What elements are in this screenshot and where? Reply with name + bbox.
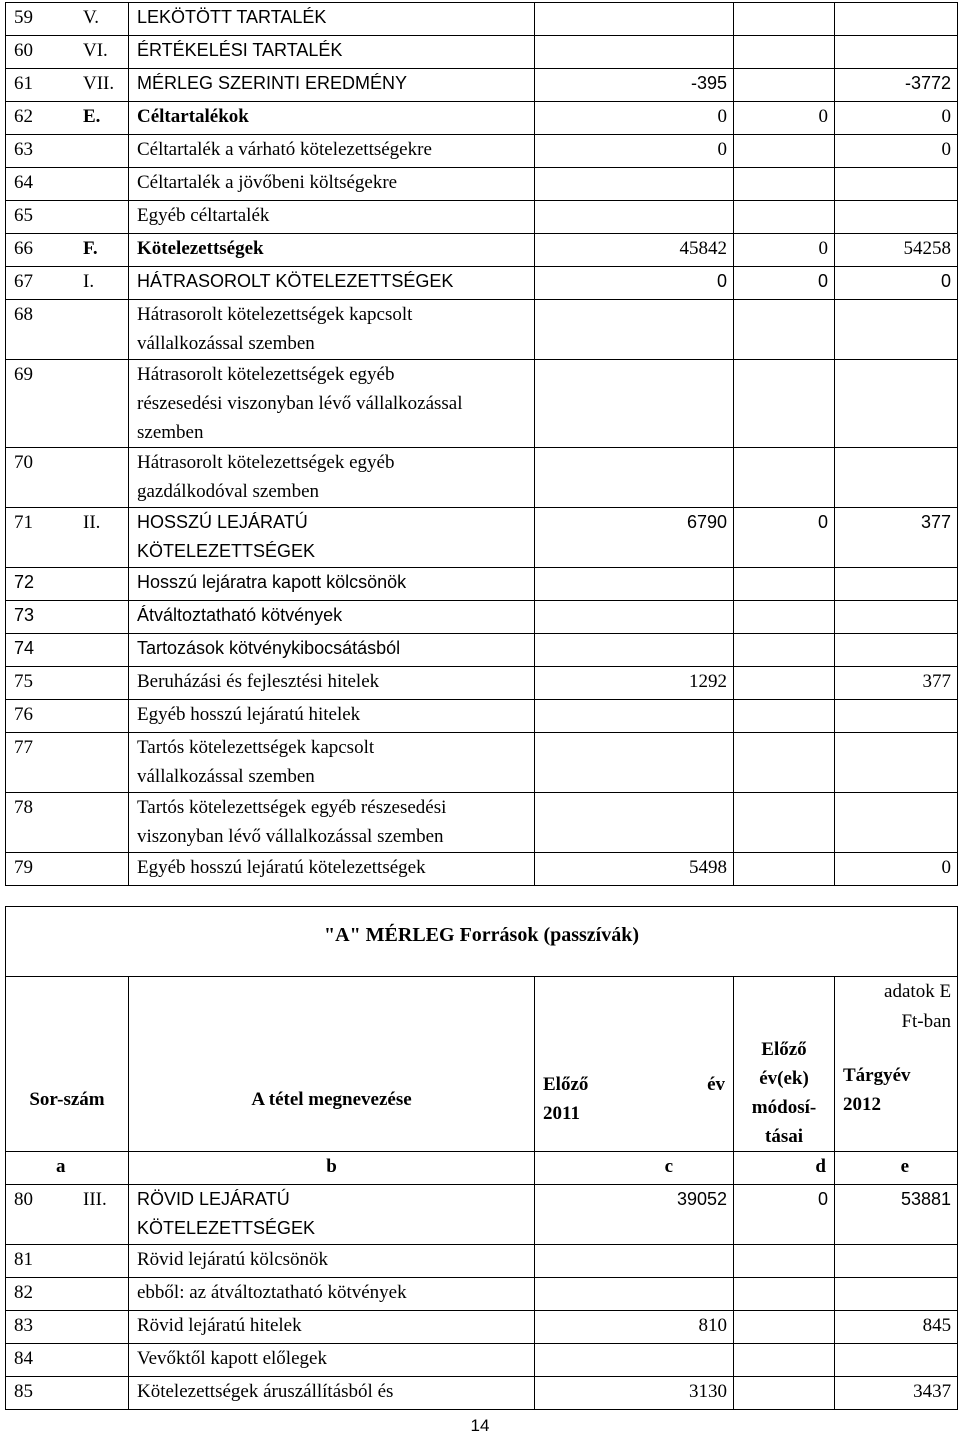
modification-value [734,448,835,508]
table-row [6,267,958,300]
current-year-value: 0 [835,135,958,168]
header-curr-line: 2012 [843,1094,881,1115]
row-number-cell [6,102,129,135]
row-name [129,733,535,793]
row-name: Kötelezettségek áruszállításból és [129,1377,535,1410]
row-number-cell [6,634,129,667]
row-name-line: Hátrasorolt kötelezettségek egyéb [137,452,395,473]
header-prev-line: év [707,1074,725,1095]
row-name: MÉRLEG SZERINTI EREDMÉNY [129,69,535,102]
row-name-line: RÖVID LEJÁRATÚ [137,1189,290,1209]
prev-year-value [535,634,734,667]
row-name-line: KÖTELEZETTSÉGEK [137,541,316,561]
row-number-cell [6,1278,129,1311]
row-number: 65 [14,205,33,226]
column-letter-d: d [734,1152,835,1185]
current-year-value: 845 [835,1311,958,1344]
modification-value [734,700,835,733]
row-number-cell [6,1245,129,1278]
current-year-value [835,1245,958,1278]
row-number-cell [6,601,129,634]
row-number-cell [6,360,129,448]
row-number: 75 [14,671,33,692]
row-name: Hosszú lejáratra kapott kölcsönök [129,568,535,601]
column-letter-e: e [835,1152,958,1185]
prev-year-value [535,568,734,601]
prev-year-value [535,3,734,36]
prev-year-value [535,700,734,733]
prev-year-value [535,1245,734,1278]
row-name-line: Tartós kötelezettségek kapcsolt [137,737,375,758]
header-curr-line: Tárgyév [843,1065,911,1086]
row-number: 61 [14,73,33,94]
page-number: 14 [470,1416,490,1435]
current-year-value: 0 [835,853,958,886]
current-year-value: 377 [835,508,958,568]
row-number: 72 [14,572,35,592]
row-number-cell [6,168,129,201]
row-number: 62 [14,106,33,127]
row-name: Tartozások kötvénykibocsátásból [129,634,535,667]
current-year-value: 0 [835,102,958,135]
row-roman: F. [83,238,98,259]
modification-value [734,360,835,448]
row-number-cell [6,1311,129,1344]
row-number-cell [6,1377,129,1410]
table-row [6,1311,958,1344]
table-row [6,793,958,853]
row-name: Céltartalék a jövőbeni költségekre [129,168,535,201]
table-row [6,1344,958,1377]
prev-year-value: 0 [535,102,734,135]
row-number: 84 [14,1348,33,1369]
header-prev-line: 2011 [543,1103,580,1124]
balance-table-lower [5,906,958,1410]
row-number: 73 [14,605,35,625]
row-name: Egyéb céltartalék [129,201,535,234]
balance-table-upper [5,2,958,886]
modification-value: 0 [734,102,835,135]
current-year-value: 53881 [835,1185,958,1245]
row-roman: E. [83,106,101,127]
modification-value [734,300,835,360]
prev-year-value [535,36,734,69]
row-number: 71 [14,512,33,533]
prev-year-value [535,1344,734,1377]
unit-note-line: adatok E [884,981,952,1002]
table-row [6,448,958,508]
row-roman: III. [83,1189,107,1210]
current-year-value [835,36,958,69]
prev-year-value [535,360,734,448]
prev-year-value [535,448,734,508]
table-row [6,36,958,69]
prev-year-value: 0 [535,135,734,168]
row-number-cell [6,300,129,360]
current-year-value [835,1344,958,1377]
row-name [129,360,535,448]
row-number-cell [6,135,129,168]
table-row [6,3,958,36]
prev-year-value: 3130 [535,1377,734,1410]
header-modification [734,977,835,1152]
table-row [6,102,958,135]
row-name-line: részesedési viszonyban lévő vállalkozással [137,393,463,414]
row-roman: II. [83,512,101,533]
modification-value [734,853,835,886]
row-number: 76 [14,704,33,725]
prev-year-value [535,793,734,853]
prev-year-value [535,300,734,360]
prev-year-value [535,1278,734,1311]
row-name-line: viszonyban lévő vállalkozással szemben [137,826,444,847]
current-year-value: 377 [835,667,958,700]
unit-note [835,977,957,1037]
current-year-value [835,700,958,733]
row-name: ebből: az átváltoztatható kötvények [129,1278,535,1311]
modification-value [734,36,835,69]
row-name [129,300,535,360]
row-name: Rövid lejáratú kölcsönök [129,1245,535,1278]
row-name: LEKÖTÖTT TARTALÉK [129,3,535,36]
row-name-line: Hátrasorolt kötelezettségek egyéb [137,364,395,385]
row-number: 66 [14,238,33,259]
current-year-value [835,568,958,601]
row-name: Céltartalék a várható kötelezettségekre [129,135,535,168]
table-row [6,508,958,568]
row-name-line: Hátrasorolt kötelezettségek kapcsolt [137,304,413,325]
row-number: 85 [14,1381,33,1402]
header-prev-year [535,977,734,1152]
modification-value [734,168,835,201]
row-number: 68 [14,304,33,325]
column-letter-b: b [129,1152,535,1185]
modification-value [734,135,835,168]
row-number: 80 [14,1189,33,1210]
table-row [6,853,958,886]
header-mod-line: tásai [765,1126,803,1147]
modification-value: 0 [734,508,835,568]
modification-value [734,667,835,700]
current-year-value: 3437 [835,1377,958,1410]
table-row [6,1185,958,1245]
prev-year-value [535,601,734,634]
row-number-cell [6,1344,129,1377]
current-year-value [835,793,958,853]
header-row [6,977,958,1152]
modification-value [734,1245,835,1278]
row-number-cell [6,667,129,700]
row-number-cell [6,1185,129,1245]
prev-year-value: 39052 [535,1185,734,1245]
row-name-line: vállalkozással szemben [137,766,315,787]
current-year-value [835,168,958,201]
modification-value [734,201,835,234]
row-number-cell [6,36,129,69]
table-row [6,1377,958,1410]
row-name-line: szemben [137,422,204,443]
table-row [6,360,958,448]
prev-year-value [535,201,734,234]
table-row [6,300,958,360]
row-number-cell [6,69,129,102]
table-row [6,568,958,601]
row-name: Egyéb hosszú lejáratú hitelek [129,700,535,733]
modification-value [734,69,835,102]
unit-note-line: Ft-ban [901,1011,952,1032]
prev-year-value: 6790 [535,508,734,568]
table-row [6,168,958,201]
current-year-value: -3772 [835,69,958,102]
row-name: Vevőktől kapott előlegek [129,1344,535,1377]
row-number: 79 [14,857,33,878]
row-number-cell [6,853,129,886]
row-name [129,508,535,568]
row-number-cell [6,568,129,601]
current-year-value [835,3,958,36]
row-name: Átváltoztatható kötvények [129,601,535,634]
modification-value [734,1344,835,1377]
row-number-cell [6,793,129,853]
modification-value: 0 [734,1185,835,1245]
prev-year-value [535,733,734,793]
header-mod-line: év(ek) [759,1068,809,1089]
prev-year-value: 5498 [535,853,734,886]
row-name [129,793,535,853]
row-number: 74 [14,638,35,658]
row-number: 63 [14,139,33,160]
current-year-value [835,201,958,234]
modification-value: 0 [734,234,835,267]
row-roman: V. [83,7,100,28]
row-number-cell [6,267,129,300]
prev-year-value: 0 [535,267,734,300]
row-number-cell [6,448,129,508]
current-year-value [835,634,958,667]
row-name [129,448,535,508]
row-name-line: gazdálkodóval szemben [137,481,320,502]
row-roman: VI. [83,40,108,61]
table-title: "A" MÉRLEG Források (passzívák) [6,907,958,977]
current-year-value [835,360,958,448]
table-row [6,634,958,667]
row-number: 77 [14,737,33,758]
row-number-cell [6,3,129,36]
row-number: 81 [14,1249,33,1270]
prev-year-value: -395 [535,69,734,102]
prev-year-value: 1292 [535,667,734,700]
lower-table-body [6,907,958,1410]
table-row [6,667,958,700]
table-row [6,69,958,102]
modification-value [734,601,835,634]
row-number: 59 [14,7,33,28]
row-number: 64 [14,172,33,193]
modification-value [734,1377,835,1410]
column-letter-c: c [535,1152,734,1185]
row-name: HÁTRASOROLT KÖTELEZETTSÉGEK [129,267,535,300]
row-number: 83 [14,1315,33,1336]
modification-value [734,634,835,667]
upper-table-body [6,3,958,886]
header-row-number: Sor-szám [6,977,129,1152]
row-number-cell [6,234,129,267]
current-year-value [835,300,958,360]
table-row [6,1278,958,1311]
modification-value: 0 [734,267,835,300]
row-name: Céltartalékok [129,102,535,135]
row-name-line: Tartós kötelezettségek egyéb részesedési [137,797,447,818]
current-year-value [835,448,958,508]
table-row [6,700,958,733]
modification-value [734,568,835,601]
modification-value [734,3,835,36]
current-year-value: 0 [835,267,958,300]
row-roman: VII. [83,73,115,94]
row-number-cell [6,201,129,234]
current-year-value [835,601,958,634]
table-row [6,135,958,168]
modification-value [734,793,835,853]
row-number: 60 [14,40,33,61]
prev-year-value [535,168,734,201]
row-number: 82 [14,1282,33,1303]
row-number-cell [6,700,129,733]
header-item-name: A tétel megnevezése [129,977,535,1152]
row-number: 78 [14,797,33,818]
table-row [6,733,958,793]
row-name: Kötelezettségek [129,234,535,267]
column-letter-row [6,1152,958,1185]
current-year-value: 54258 [835,234,958,267]
header-current-year [835,977,958,1152]
row-name: Rövid lejáratú hitelek [129,1311,535,1344]
modification-value [734,1311,835,1344]
table-row [6,201,958,234]
row-number: 70 [14,452,33,473]
row-number-cell [6,508,129,568]
current-year-value [835,733,958,793]
prev-year-value: 45842 [535,234,734,267]
column-letter-a: a [6,1152,129,1185]
prev-year-value: 810 [535,1311,734,1344]
row-name-line: vállalkozással szemben [137,333,315,354]
modification-value [734,733,835,793]
row-name-line: HOSSZÚ LEJÁRATÚ [137,512,308,532]
header-prev-line: Előző [543,1074,589,1095]
row-number: 67 [14,271,33,292]
header-mod-line: Előző [761,1039,807,1060]
table-row [6,601,958,634]
row-name [129,1185,535,1245]
row-roman: I. [83,271,95,292]
row-name: Egyéb hosszú lejáratú kötelezettségek [129,853,535,886]
row-name-line: KÖTELEZETTSÉGEK [137,1218,316,1238]
title-row [6,907,958,977]
row-name: ÉRTÉKELÉSI TARTALÉK [129,36,535,69]
modification-value [734,1278,835,1311]
current-year-value [835,1278,958,1311]
header-mod-line: módosí- [751,1097,817,1118]
table-row [6,234,958,267]
row-number-cell [6,733,129,793]
table-row [6,1245,958,1278]
row-number: 69 [14,364,33,385]
row-name: Beruházási és fejlesztési hitelek [129,667,535,700]
